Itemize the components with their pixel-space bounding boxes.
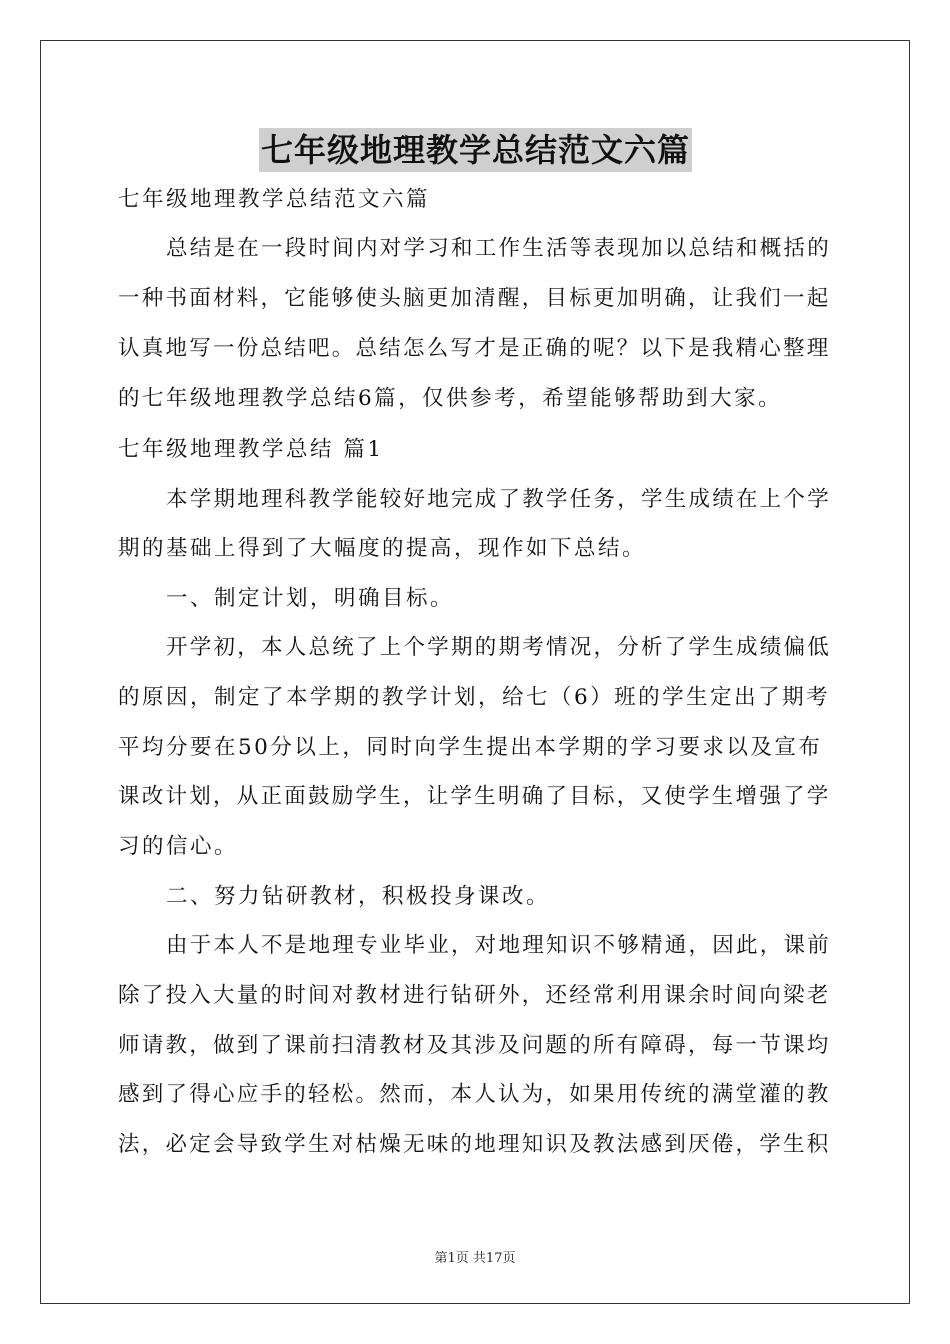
paragraph-line: 本学期地理科教学能较好地完成了教学任务，学生成绩在上个学 [166,487,832,512]
subheading-line: 一、制定计划，明确目标。 [166,586,455,611]
document-subtitle: 七年级地理教学总结范文六篇 [118,187,431,212]
paragraph-line: 习的信心。 [118,834,239,859]
paragraph-line: 法，必定会导致学生对枯燥无味的地理知识及教法感到厌倦，学生积 [118,1132,831,1157]
paragraph-line: 的七年级地理教学总结6篇，仅供参考，希望能够帮助到大家。 [118,386,783,411]
title-wrap [118,128,833,172]
paragraph-line: 的原因，制定了本学期的教学计划，给七（6）班的学生定出了期考 [118,685,831,710]
paragraph-line: 期的基础上得到了大幅度的提高，现作如下总结。 [118,536,647,561]
paragraph-line: 课改计划，从正面鼓励学生，让学生明确了目标，又使学生增强了学 [118,784,831,809]
paragraph-line: 认真地写一份总结吧。总结怎么写才是正确的呢？以下是我精心整理 [118,336,831,361]
paragraph-line: 感到了得心应手的轻松。然而，本人认为，如果用传统的满堂灌的教 [118,1082,831,1107]
section-heading: 七年级地理教学总结 篇1 [118,437,384,462]
document-title: 七年级地理教学总结范文六篇 [259,128,692,172]
page-footer: 第1页 共17页 [434,1251,516,1266]
subheading-line: 二、努力钻研教材，积极投身课改。 [166,884,551,909]
paragraph-line: 开学初，本人总统了上个学期的期考情况，分析了学生成绩偏低 [166,635,832,660]
paragraph-line: 平均分要在50分以上，同时向学生提出本学期的学习要求以及宣布 [118,735,823,760]
paragraph-line: 由于本人不是地理专业毕业，对地理知识不够精通，因此，课前 [166,933,832,958]
paragraph-line: 一种书面材料，它能够使头脑更加清醒，目标更加明确，让我们一起 [118,286,831,311]
page-border [40,40,910,1304]
paragraph-line: 总结是在一段时间内对学习和工作生活等表现加以总结和概括的 [166,236,832,261]
paragraph-line: 除了投入大量的时间对教材进行钻研外，还经常利用课余时间向梁老 [118,983,831,1008]
paragraph-line: 师请教，做到了课前扫清教材及其涉及问题的所有障碍，每一节课均 [118,1033,831,1058]
